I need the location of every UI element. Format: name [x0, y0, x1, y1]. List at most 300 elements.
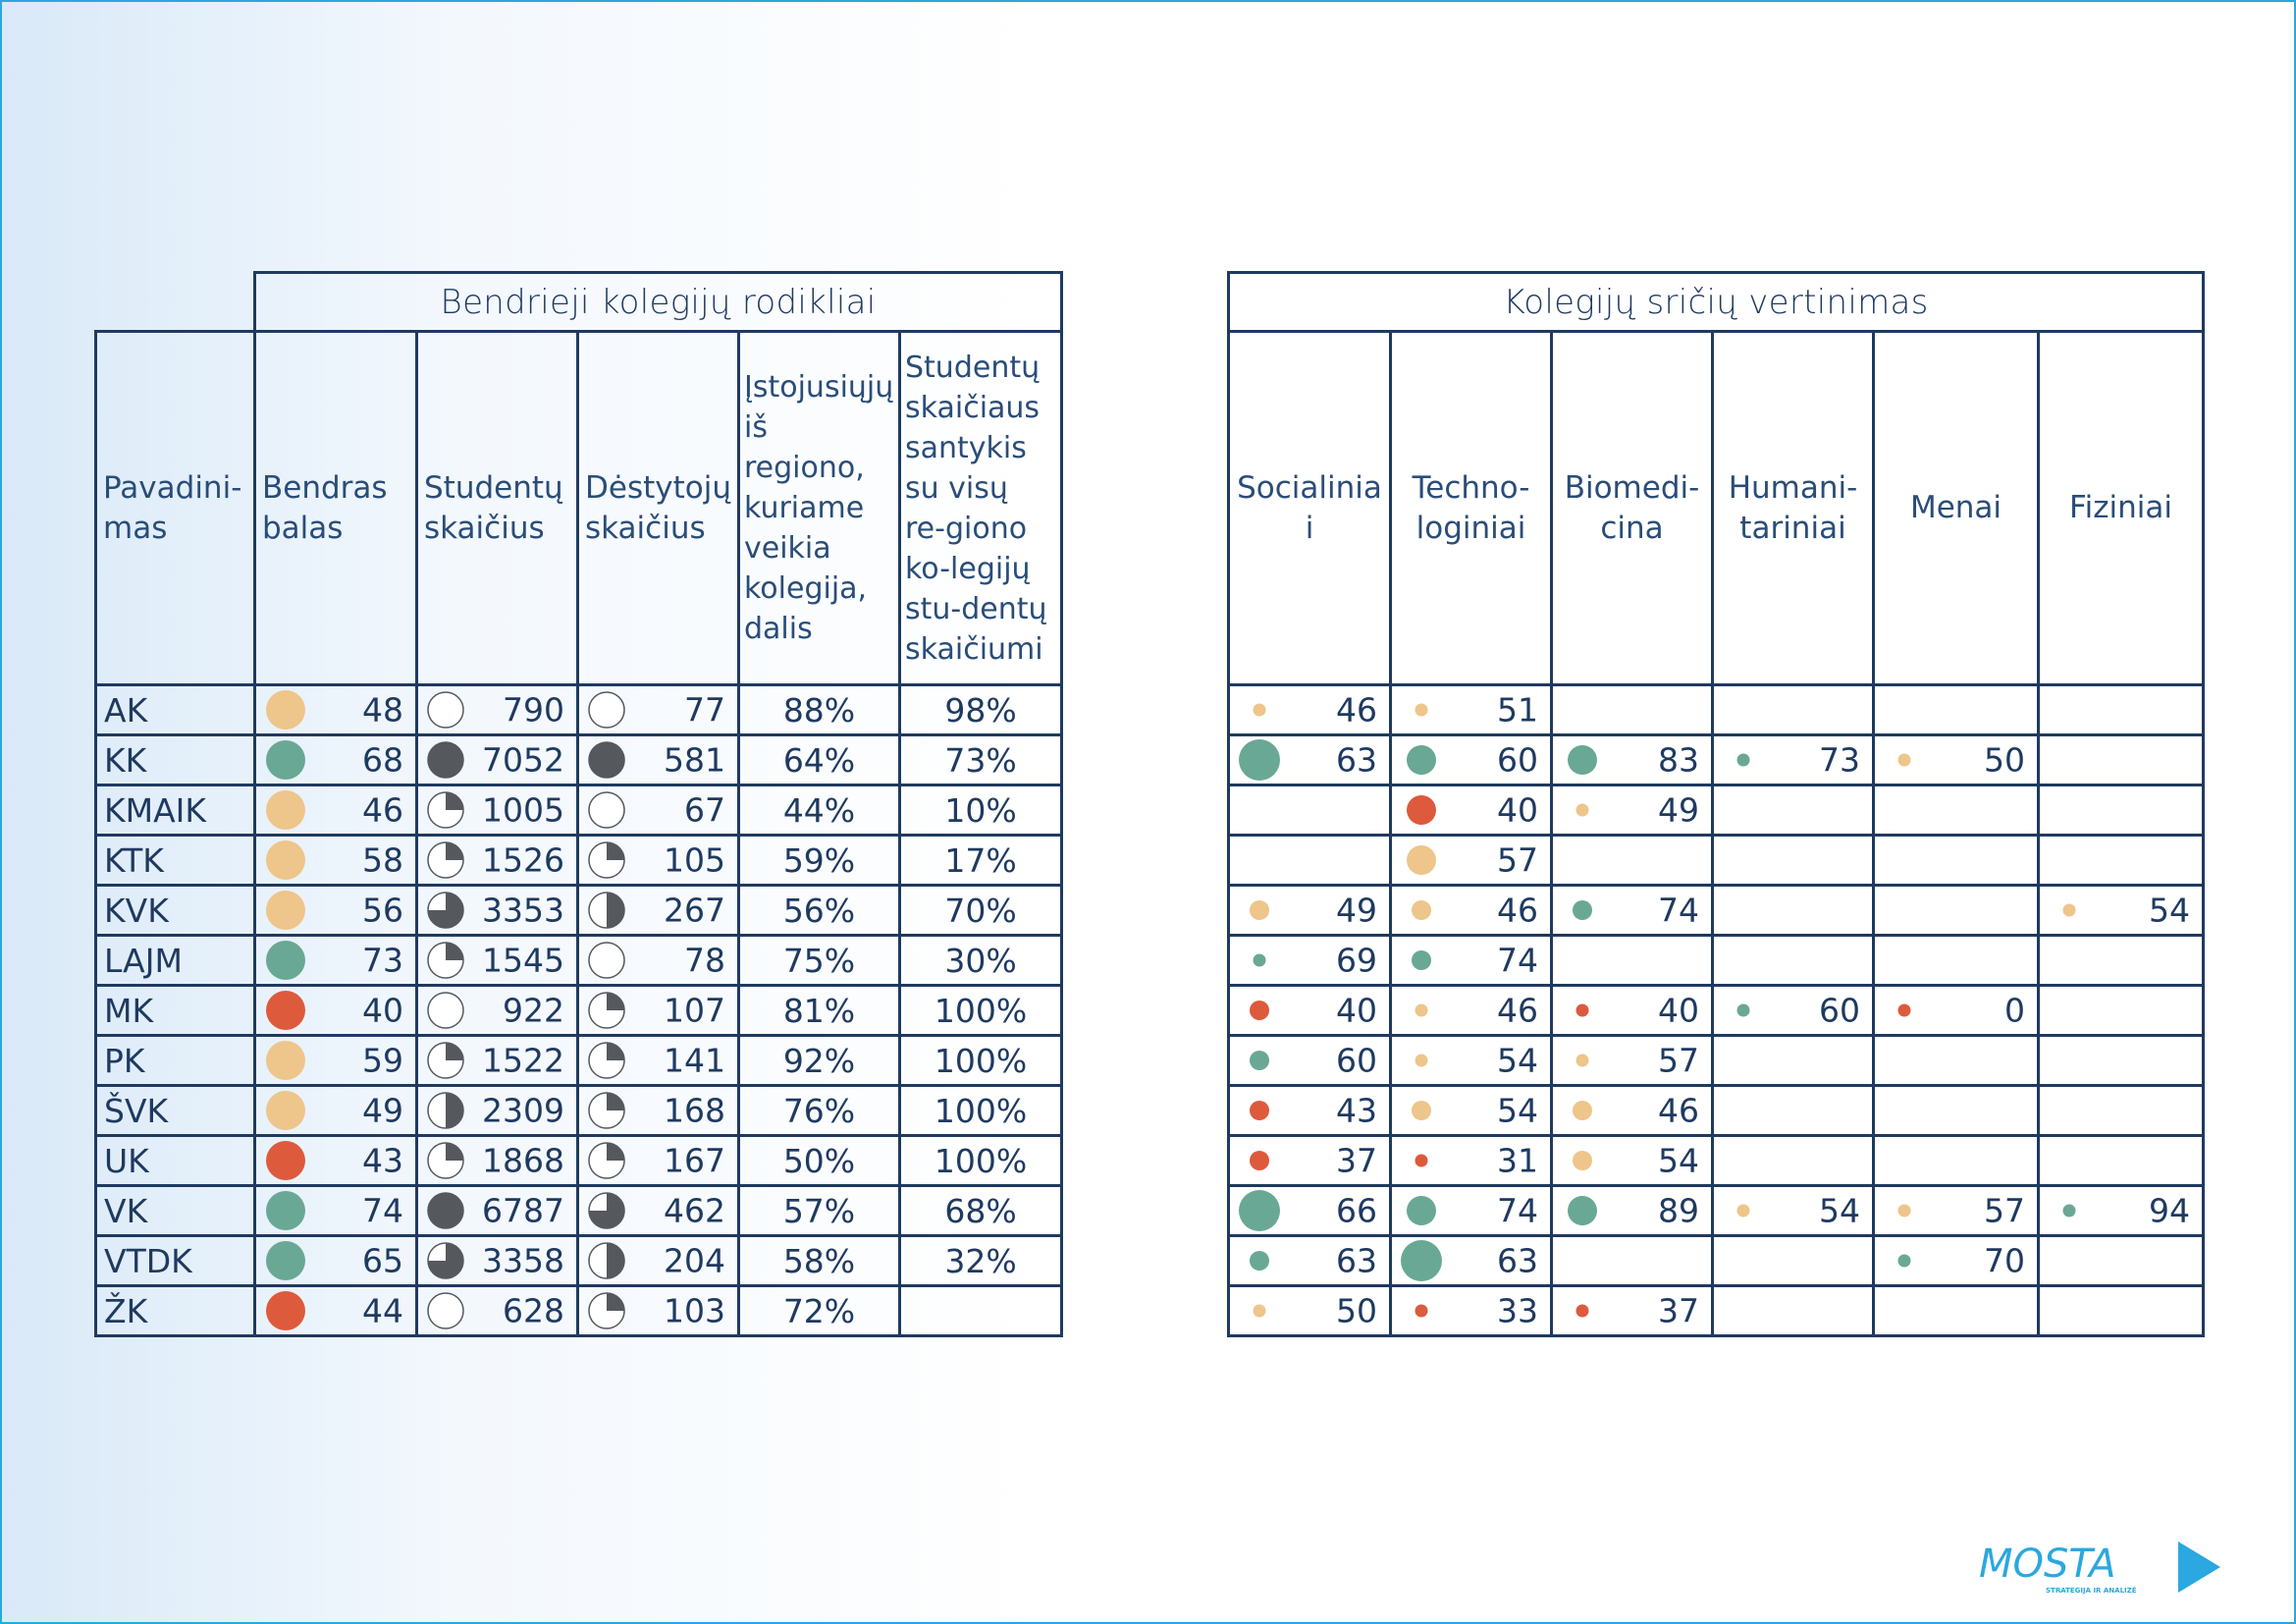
college-name: KK — [96, 735, 255, 785]
field-cell — [1229, 836, 1391, 886]
field-cell — [2039, 836, 2204, 886]
college-name: VK — [96, 1186, 255, 1236]
field-value: 60 — [1497, 740, 1538, 780]
college-name: MK — [96, 986, 255, 1036]
field-value: 74 — [1658, 891, 1699, 930]
region-share-value: 58% — [739, 1236, 900, 1286]
field-cell — [1874, 1186, 2039, 1236]
field-cell — [1552, 1286, 1713, 1336]
field-cell — [1229, 1236, 1391, 1286]
field-value: 54 — [1497, 1091, 1538, 1130]
field-value: 40 — [1336, 991, 1377, 1030]
table-row — [96, 936, 1062, 986]
quartile-pie-icon — [426, 1041, 465, 1080]
field-cell — [1552, 1136, 1713, 1186]
field-cell — [1713, 836, 1874, 886]
field-value: 46 — [1497, 891, 1538, 930]
field-dot-icon — [1412, 950, 1431, 970]
field-value: 89 — [1658, 1191, 1699, 1230]
field-cell — [1391, 986, 1552, 1036]
teachers-value: 77 — [684, 690, 725, 730]
teachers-cell — [578, 886, 739, 936]
field-dot-icon — [1250, 1251, 1269, 1271]
score-cell — [255, 785, 417, 836]
score-value: 46 — [362, 790, 403, 830]
region-share-value: 64% — [739, 735, 900, 785]
students-value: 6787 — [482, 1191, 564, 1230]
field-cell — [2039, 1186, 2204, 1236]
field-dot-icon — [1415, 704, 1428, 717]
quartile-pie-icon — [587, 1041, 626, 1080]
field-cell — [1552, 1236, 1713, 1286]
teachers-value: 141 — [664, 1041, 725, 1080]
score-value: 40 — [362, 991, 403, 1030]
students-value: 3358 — [482, 1241, 564, 1280]
field-cell — [1552, 936, 1713, 986]
teachers-value: 204 — [664, 1241, 725, 1280]
field-value: 46 — [1497, 991, 1538, 1030]
quartile-pie-icon — [587, 840, 626, 880]
table-row — [1229, 1036, 2204, 1086]
college-name: KTK — [96, 836, 255, 886]
teachers-cell — [578, 1236, 739, 1286]
field-cell — [1391, 785, 1552, 836]
field-cell — [2039, 1236, 2204, 1286]
score-dot-icon — [266, 891, 305, 930]
score-cell — [255, 1186, 417, 1236]
field-cell — [1391, 836, 1552, 886]
header-field-4: Menai — [1874, 332, 2039, 685]
score-value: 43 — [362, 1141, 403, 1180]
field-dot-icon — [1573, 900, 1592, 920]
teachers-cell — [578, 836, 739, 886]
students-value: 922 — [503, 991, 564, 1030]
field-cell — [2039, 886, 2204, 936]
field-cell — [1391, 1036, 1552, 1086]
field-value: 37 — [1336, 1141, 1377, 1180]
region-share-value: 72% — [739, 1286, 900, 1336]
field-cell — [1229, 685, 1391, 735]
quartile-pie-icon — [426, 690, 465, 730]
field-dot-icon — [1415, 1055, 1428, 1067]
field-cell — [1713, 785, 1874, 836]
field-cell — [1713, 1036, 1874, 1086]
field-value: 83 — [1658, 740, 1699, 780]
ratio-value — [900, 1286, 1062, 1336]
teachers-value: 78 — [684, 941, 725, 980]
table-row — [1229, 785, 2204, 836]
ratio-value: 98% — [900, 685, 1062, 735]
ratio-value: 73% — [900, 735, 1062, 785]
field-value: 57 — [1984, 1191, 2025, 1230]
logo-tagline: STRATEGIJA IR ANALIZĖ — [2046, 1587, 2137, 1595]
students-cell — [417, 986, 578, 1036]
score-value: 65 — [362, 1241, 403, 1280]
college-name: AK — [96, 685, 255, 735]
quartile-pie-icon — [587, 941, 626, 980]
field-cell — [1552, 886, 1713, 936]
header-students: Studentų skaičius — [417, 332, 578, 685]
teachers-cell — [578, 1186, 739, 1236]
field-cell — [1874, 785, 2039, 836]
table-row — [96, 785, 1062, 836]
field-dot-icon — [1415, 1305, 1428, 1318]
students-value: 1868 — [482, 1141, 564, 1180]
score-cell — [255, 836, 417, 886]
field-dot-icon — [1250, 1051, 1269, 1070]
region-share-value: 57% — [739, 1186, 900, 1236]
field-value: 31 — [1497, 1141, 1538, 1180]
ratio-value: 17% — [900, 836, 1062, 886]
field-cell — [2039, 1086, 2204, 1136]
field-dot-icon — [1250, 1101, 1269, 1120]
score-dot-icon — [266, 790, 305, 830]
field-value: 60 — [1336, 1041, 1377, 1080]
field-cell — [2039, 735, 2204, 785]
ratio-value: 68% — [900, 1186, 1062, 1236]
score-cell — [255, 1086, 417, 1136]
teachers-value: 167 — [664, 1141, 725, 1180]
field-cell — [2039, 1036, 2204, 1086]
field-dot-icon — [1415, 1155, 1428, 1167]
field-value: 40 — [1497, 790, 1538, 830]
table-row — [96, 1136, 1062, 1186]
quartile-pie-icon — [426, 1241, 465, 1280]
header-field-0: Socialiniai — [1229, 332, 1391, 685]
teachers-cell — [578, 1086, 739, 1136]
ratio-value: 30% — [900, 936, 1062, 986]
score-cell — [255, 1036, 417, 1086]
teachers-cell — [578, 1286, 739, 1336]
field-cell — [1229, 1186, 1391, 1236]
quartile-pie-icon — [426, 740, 465, 780]
field-dot-icon — [2063, 904, 2076, 917]
table-row — [96, 1286, 1062, 1336]
teachers-value: 103 — [664, 1291, 725, 1330]
region-share-value: 75% — [739, 936, 900, 986]
table-row — [96, 1036, 1062, 1086]
field-cell — [1229, 936, 1391, 986]
quartile-pie-icon — [587, 1141, 626, 1180]
ratio-value: 100% — [900, 1086, 1062, 1136]
field-cell — [1391, 1186, 1552, 1236]
quartile-pie-icon — [587, 1191, 626, 1230]
field-cell — [1874, 986, 2039, 1036]
field-cell — [1713, 886, 1874, 936]
quartile-pie-icon — [426, 1191, 465, 1230]
table-row — [96, 836, 1062, 886]
ratio-value: 100% — [900, 1136, 1062, 1186]
table-row — [1229, 986, 2204, 1036]
ratio-value: 70% — [900, 886, 1062, 936]
college-name: KVK — [96, 886, 255, 936]
region-share-value: 59% — [739, 836, 900, 886]
field-value: 54 — [2149, 891, 2191, 930]
field-cell — [1713, 735, 1874, 785]
ratio-value: 100% — [900, 1036, 1062, 1086]
score-value: 49 — [362, 1091, 403, 1130]
quartile-pie-icon — [587, 740, 626, 780]
field-cell — [2039, 1286, 2204, 1336]
teachers-value: 107 — [664, 991, 725, 1030]
field-dot-icon — [1254, 954, 1266, 967]
quartile-pie-icon — [587, 891, 626, 930]
header-field-5: Fiziniai — [2039, 332, 2204, 685]
quartile-pie-icon — [426, 991, 465, 1030]
region-share-value: 81% — [739, 986, 900, 1036]
table-row — [96, 986, 1062, 1036]
students-cell — [417, 836, 578, 886]
field-cell — [2039, 936, 2204, 986]
table-row — [1229, 1186, 2204, 1236]
field-dot-icon — [1898, 1255, 1911, 1268]
field-cell — [1391, 936, 1552, 986]
field-dot-icon — [1576, 804, 1589, 817]
field-cell — [1229, 1136, 1391, 1186]
table-row — [1229, 936, 2204, 986]
field-cell — [1552, 1186, 1713, 1236]
field-cell — [1552, 685, 1713, 735]
field-dot-icon — [1737, 1205, 1750, 1218]
score-cell — [255, 1286, 417, 1336]
logo-arrow-icon — [2178, 1542, 2220, 1593]
quartile-pie-icon — [587, 1091, 626, 1130]
teachers-cell — [578, 685, 739, 735]
score-cell — [255, 1236, 417, 1286]
field-cell — [1391, 1136, 1552, 1186]
field-cell — [1391, 1086, 1552, 1136]
field-value: 63 — [1336, 740, 1377, 780]
field-value: 43 — [1336, 1091, 1377, 1130]
field-cell — [1874, 1086, 2039, 1136]
table-row — [96, 1086, 1062, 1136]
score-value: 44 — [362, 1291, 403, 1330]
field-dot-icon — [1407, 845, 1436, 875]
field-cell — [1552, 986, 1713, 1036]
score-dot-icon — [266, 1041, 305, 1080]
quartile-pie-icon — [426, 840, 465, 880]
students-value: 790 — [503, 690, 564, 730]
field-value: 54 — [1658, 1141, 1699, 1180]
quartile-pie-icon — [587, 790, 626, 830]
field-value: 57 — [1658, 1041, 1699, 1080]
field-dot-icon — [1250, 1001, 1269, 1020]
field-cell — [1874, 685, 2039, 735]
table-row — [96, 735, 1062, 785]
field-dot-icon — [1898, 1205, 1911, 1218]
field-value: 60 — [1819, 991, 1860, 1030]
teachers-value: 168 — [664, 1091, 725, 1130]
field-value: 33 — [1497, 1291, 1538, 1330]
table-row — [1229, 886, 2204, 936]
score-dot-icon — [266, 840, 305, 880]
field-cell — [1874, 1036, 2039, 1086]
field-dot-icon — [1239, 739, 1280, 781]
field-dot-icon — [1407, 1196, 1436, 1225]
field-value: 49 — [1658, 790, 1699, 830]
field-value: 74 — [1497, 1191, 1538, 1230]
quartile-pie-icon — [587, 991, 626, 1030]
field-cell — [1229, 1036, 1391, 1086]
field-cell — [2039, 785, 2204, 836]
field-cell — [1552, 1086, 1713, 1136]
field-value: 50 — [1336, 1291, 1377, 1330]
region-share-value: 56% — [739, 886, 900, 936]
field-dot-icon — [1407, 795, 1436, 825]
score-value: 56 — [362, 891, 403, 930]
field-dot-icon — [1576, 1055, 1589, 1067]
quartile-pie-icon — [587, 1241, 626, 1280]
field-value: 37 — [1658, 1291, 1699, 1330]
quartile-pie-icon — [426, 1141, 465, 1180]
score-value: 74 — [362, 1191, 403, 1230]
mosta-logo — [1977, 1540, 2222, 1595]
table-row — [1229, 1136, 2204, 1186]
teachers-value: 67 — [684, 790, 725, 830]
score-cell — [255, 735, 417, 785]
header-field-3: Humani-tariniai — [1713, 332, 1874, 685]
score-value: 68 — [362, 740, 403, 780]
field-dot-icon — [1239, 1190, 1280, 1231]
score-dot-icon — [266, 1141, 305, 1180]
quartile-pie-icon — [426, 941, 465, 980]
field-cell — [1391, 1286, 1552, 1336]
logo-text: MOSTA — [1979, 1542, 2116, 1587]
score-cell — [255, 886, 417, 936]
score-value: 48 — [362, 690, 403, 730]
region-share-value: 88% — [739, 685, 900, 735]
field-dot-icon — [1415, 1004, 1428, 1017]
header-field-2: Biomedi-cina — [1552, 332, 1713, 685]
field-value: 63 — [1497, 1241, 1538, 1280]
field-value: 54 — [1497, 1041, 1538, 1080]
teachers-cell — [578, 785, 739, 836]
field-cell — [1713, 685, 1874, 735]
score-dot-icon — [266, 690, 305, 730]
field-cell — [1229, 1286, 1391, 1336]
score-cell — [255, 936, 417, 986]
table-row — [1229, 1286, 2204, 1336]
field-dot-icon — [2063, 1205, 2076, 1218]
field-value: 51 — [1497, 690, 1538, 730]
field-value: 70 — [1984, 1241, 2025, 1280]
field-value: 74 — [1497, 941, 1538, 980]
field-value: 57 — [1497, 840, 1538, 880]
field-cell — [1391, 886, 1552, 936]
field-dot-icon — [1250, 900, 1269, 920]
field-dot-icon — [1573, 1101, 1592, 1120]
field-cell — [1552, 735, 1713, 785]
header-name: Pavadini-mas — [96, 332, 255, 685]
students-value: 1545 — [482, 941, 564, 980]
teachers-value: 581 — [664, 740, 725, 780]
college-name: ŽK — [96, 1286, 255, 1336]
score-dot-icon — [266, 1191, 305, 1230]
field-evaluation-table — [1227, 271, 2205, 1337]
score-cell — [255, 986, 417, 1036]
table-row — [1229, 836, 2204, 886]
field-value: 69 — [1336, 941, 1377, 980]
students-cell — [417, 1186, 578, 1236]
field-dot-icon — [1254, 1305, 1266, 1318]
students-cell — [417, 886, 578, 936]
teachers-cell — [578, 1036, 739, 1086]
field-cell — [1713, 1186, 1874, 1236]
field-cell — [1874, 1236, 2039, 1286]
field-dot-icon — [1407, 745, 1436, 775]
quartile-pie-icon — [426, 1091, 465, 1130]
quartile-pie-icon — [587, 1291, 626, 1330]
score-cell — [255, 685, 417, 735]
field-dot-icon — [1254, 704, 1266, 717]
field-cell — [1229, 735, 1391, 785]
field-cell — [2039, 986, 2204, 1036]
field-cell — [1874, 1286, 2039, 1336]
field-cell — [1229, 785, 1391, 836]
field-dot-icon — [1573, 1151, 1592, 1170]
field-value: 94 — [2149, 1191, 2191, 1230]
score-dot-icon — [266, 941, 305, 980]
field-cell — [1552, 785, 1713, 836]
score-value: 58 — [362, 840, 403, 880]
table-row — [1229, 1086, 2204, 1136]
field-cell — [1874, 836, 2039, 886]
students-value: 2309 — [482, 1091, 564, 1130]
field-value: 0 — [2004, 991, 2025, 1030]
field-value: 46 — [1658, 1091, 1699, 1130]
field-value: 63 — [1336, 1241, 1377, 1280]
field-cell — [1874, 886, 2039, 936]
field-value: 49 — [1336, 891, 1377, 930]
left-table-title: Bendrieji kolegijų rodikliai — [255, 273, 1062, 332]
score-dot-icon — [266, 1241, 305, 1280]
field-cell — [2039, 685, 2204, 735]
header-score: Bendras balas — [255, 332, 417, 685]
students-value: 628 — [503, 1291, 564, 1330]
students-value: 1522 — [482, 1041, 564, 1080]
college-name: VTDK — [96, 1236, 255, 1286]
teachers-value: 267 — [664, 891, 725, 930]
students-cell — [417, 685, 578, 735]
ratio-value: 32% — [900, 1236, 1062, 1286]
field-cell — [1713, 986, 1874, 1036]
field-cell — [1713, 1086, 1874, 1136]
region-share-value: 44% — [739, 785, 900, 836]
field-dot-icon — [1576, 1305, 1589, 1318]
students-cell — [417, 1036, 578, 1086]
college-name: PK — [96, 1036, 255, 1086]
quartile-pie-icon — [426, 790, 465, 830]
score-dot-icon — [266, 740, 305, 780]
ratio-value: 100% — [900, 986, 1062, 1036]
field-cell — [1874, 735, 2039, 785]
field-value: 46 — [1336, 690, 1377, 730]
students-value: 7052 — [482, 740, 564, 780]
field-cell — [1874, 936, 2039, 986]
field-dot-icon — [1737, 754, 1750, 767]
field-cell — [1229, 886, 1391, 936]
field-cell — [1391, 1236, 1552, 1286]
field-value: 66 — [1336, 1191, 1377, 1230]
students-cell — [417, 936, 578, 986]
students-value: 3353 — [482, 891, 564, 930]
field-cell — [1713, 1236, 1874, 1286]
teachers-cell — [578, 936, 739, 986]
field-dot-icon — [1898, 1004, 1911, 1017]
header-field-1: Techno-loginiai — [1391, 332, 1552, 685]
students-cell — [417, 1286, 578, 1336]
students-cell — [417, 1086, 578, 1136]
